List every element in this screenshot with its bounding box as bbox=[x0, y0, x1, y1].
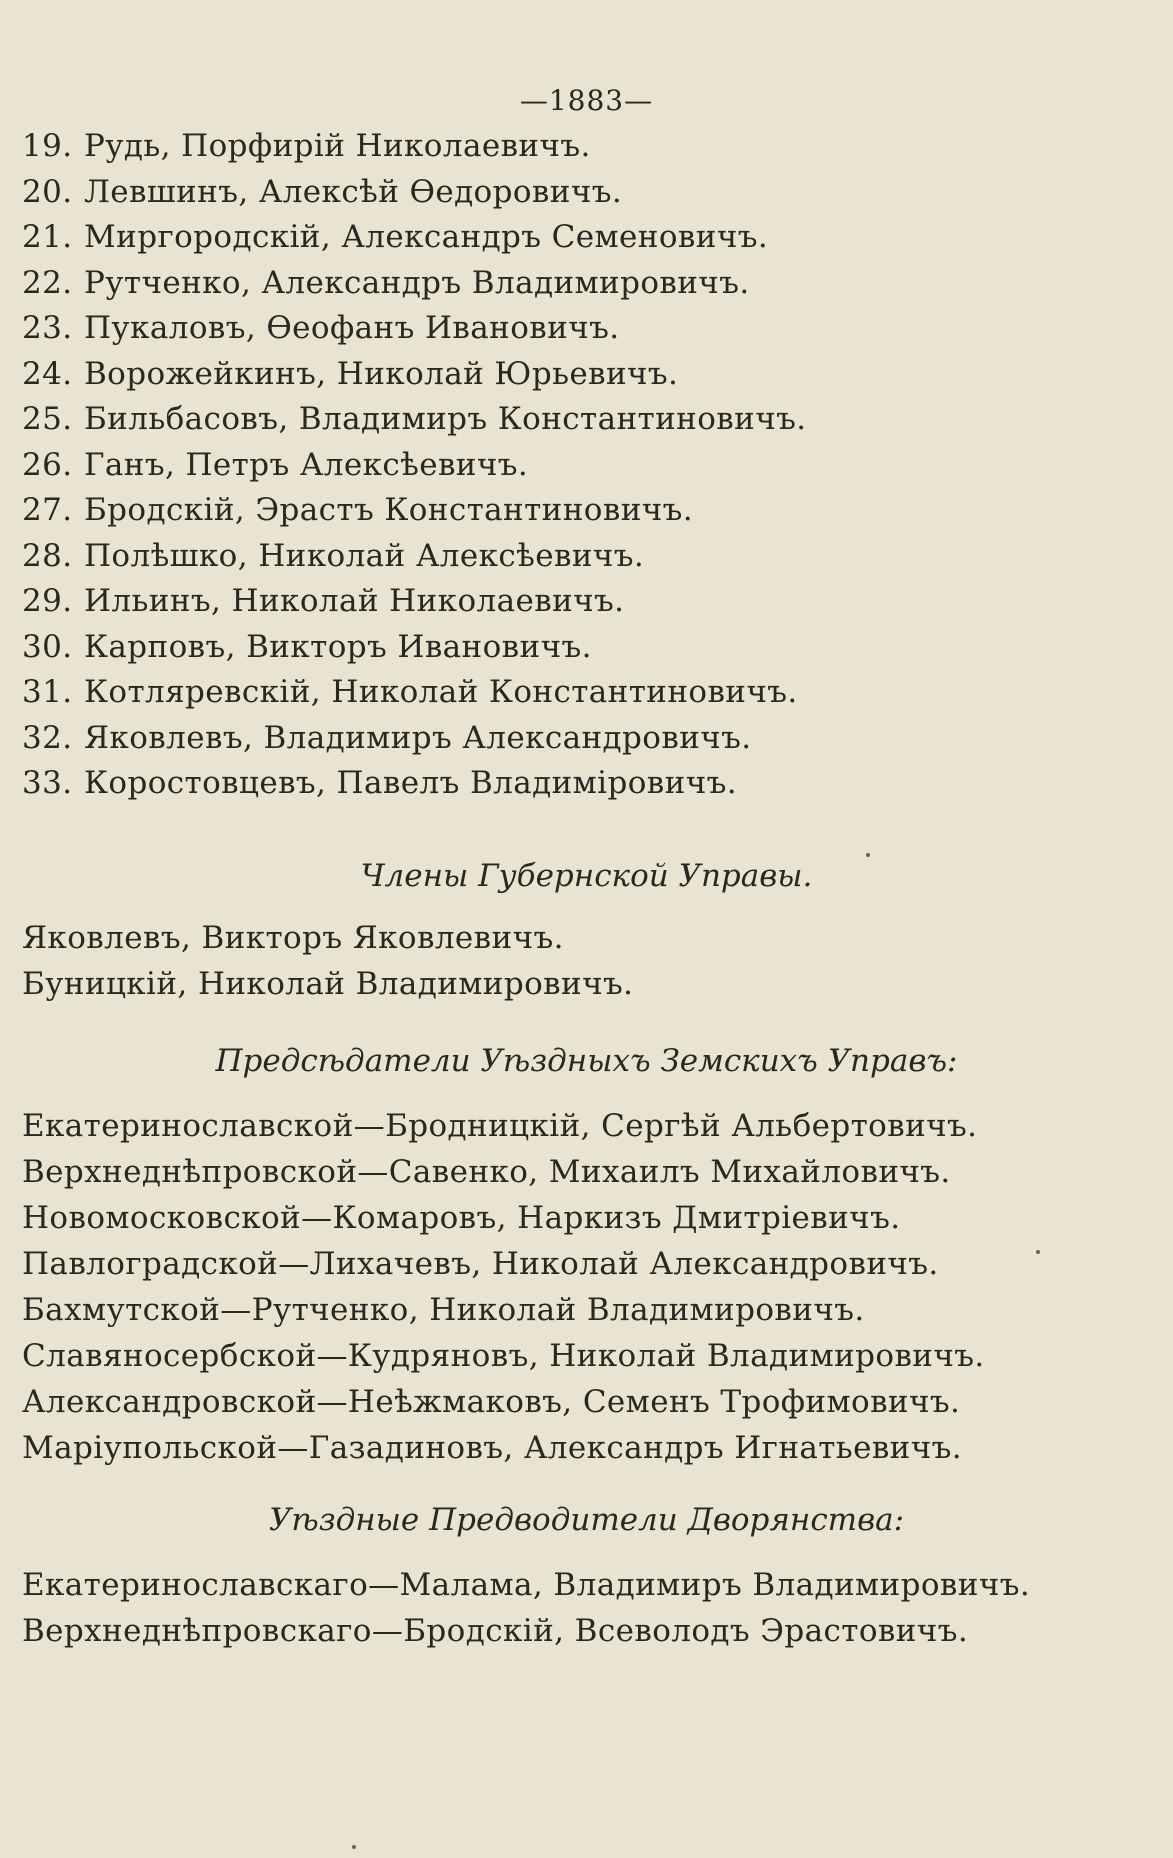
list-item-number: 33. bbox=[22, 765, 73, 801]
list-item-name: Коростовцевъ, Павелъ Владиміровичъ. bbox=[84, 765, 737, 801]
list-item bbox=[22, 310, 619, 346]
predvoditel-line: Екатеринославскаго—Малама, Владимиръ Владимировичъ. bbox=[22, 1567, 1031, 1603]
list-item-number: 32. bbox=[22, 720, 73, 756]
paper-speck bbox=[866, 853, 870, 857]
list-item-number: 22. bbox=[22, 265, 73, 301]
predsedatel-line: Бахмутской—Рутченко, Николай Владимировичъ. bbox=[22, 1292, 865, 1328]
list-item-number: 31. bbox=[22, 674, 73, 710]
list-item-name: Рутченко, Александръ Владимировичъ. bbox=[84, 265, 750, 301]
list-item bbox=[22, 128, 591, 164]
list-item-number: 25. bbox=[22, 401, 73, 437]
list-item bbox=[22, 720, 752, 756]
list-item-number: 26. bbox=[22, 447, 73, 483]
list-item-name: Пукаловъ, Ѳеофанъ Ивановичъ. bbox=[84, 310, 620, 346]
list-item bbox=[22, 583, 624, 619]
list-item-name: Бродскій, Эрастъ Константиновичъ. bbox=[84, 492, 694, 528]
list-item bbox=[22, 538, 644, 574]
list-item-name: Котляревскій, Николай Константиновичъ. bbox=[84, 674, 798, 710]
page-number: —1883— bbox=[519, 84, 654, 117]
list-item bbox=[22, 219, 768, 255]
list-item-number: 29. bbox=[22, 583, 73, 619]
gubernia-member-line: Буницкій, Николай Владимировичъ. bbox=[22, 966, 634, 1002]
list-item-name: Левшинъ, Алексѣй Ѳедоровичъ. bbox=[84, 174, 623, 210]
section-heading-predsedateli: Предсѣдатели Уѣздныхъ Земскихъ Управъ: bbox=[215, 1043, 958, 1079]
list-item-name: Ворожейкинъ, Николай Юрьевичъ. bbox=[84, 356, 679, 392]
predsedatel-line: Павлоградской—Лихачевъ, Николай Александровичъ. bbox=[22, 1246, 939, 1282]
predsedatel-line: Новомосковской—Комаровъ, Наркизъ Дмитріевичъ. bbox=[22, 1200, 901, 1236]
list-item-number: 23. bbox=[22, 310, 73, 346]
list-item-name: Ганъ, Петръ Алексѣевичъ. bbox=[84, 447, 529, 483]
list-item bbox=[22, 174, 622, 210]
list-item-number: 20. bbox=[22, 174, 73, 210]
list-item bbox=[22, 356, 678, 392]
list-item bbox=[22, 447, 528, 483]
list-item-name: Рудь, Порфирій Николаевичъ. bbox=[84, 128, 591, 164]
list-item-name: Карповъ, Викторъ Ивановичъ. bbox=[84, 629, 592, 665]
list-item-number: 30. bbox=[22, 629, 73, 665]
list-item-number: 27. bbox=[22, 492, 73, 528]
list-item-name: Полѣшко, Николай Алексѣевичъ. bbox=[84, 538, 645, 574]
list-item-name: Бильбасовъ, Владимиръ Константиновичъ. bbox=[84, 401, 807, 437]
list-item-name: Яковлевъ, Владимиръ Александровичъ. bbox=[84, 720, 752, 756]
paper-speck bbox=[1036, 1250, 1040, 1254]
predsedatel-line: Маріупольской—Газадиновъ, Александръ Игнатьевичъ. bbox=[22, 1430, 963, 1466]
list-item-name: Ильинъ, Николай Николаевичъ. bbox=[84, 583, 625, 619]
gubernia-member-line: Яковлевъ, Викторъ Яковлевичъ. bbox=[22, 920, 564, 956]
list-item bbox=[22, 492, 693, 528]
predvoditel-line: Верхнеднѣпровскаго—Бродскій, Всеволодъ Эрастовичъ. bbox=[22, 1613, 969, 1649]
section-heading-predvoditeli: Уѣздные Предводители Дворянства: bbox=[268, 1502, 905, 1538]
predsedatel-line: Екатеринославской—Бродницкій, Сергѣй Альбертовичъ. bbox=[22, 1108, 978, 1144]
list-item bbox=[22, 265, 750, 301]
list-item bbox=[22, 674, 798, 710]
list-item-number: 24. bbox=[22, 356, 73, 392]
list-item bbox=[22, 629, 592, 665]
section-heading-gubernia: Члены Губернской Управы. bbox=[360, 858, 813, 894]
list-item-name: Миргородскій, Александръ Семеновичъ. bbox=[84, 219, 769, 255]
paper-speck bbox=[352, 1845, 356, 1849]
list-item-number: 21. bbox=[22, 219, 73, 255]
list-item bbox=[22, 765, 737, 801]
predsedatel-line: Александровской—Неѣжмаковъ, Семенъ Трофимовичъ. bbox=[22, 1384, 961, 1420]
predsedatel-line: Славяносербской—Кудряновъ, Николай Владимировичъ. bbox=[22, 1338, 985, 1374]
predsedatel-line: Верхнеднѣпровской—Савенко, Михаилъ Михайловичъ. bbox=[22, 1154, 951, 1190]
list-item bbox=[22, 401, 806, 437]
list-item-number: 28. bbox=[22, 538, 73, 574]
list-item-number: 19. bbox=[22, 128, 73, 164]
